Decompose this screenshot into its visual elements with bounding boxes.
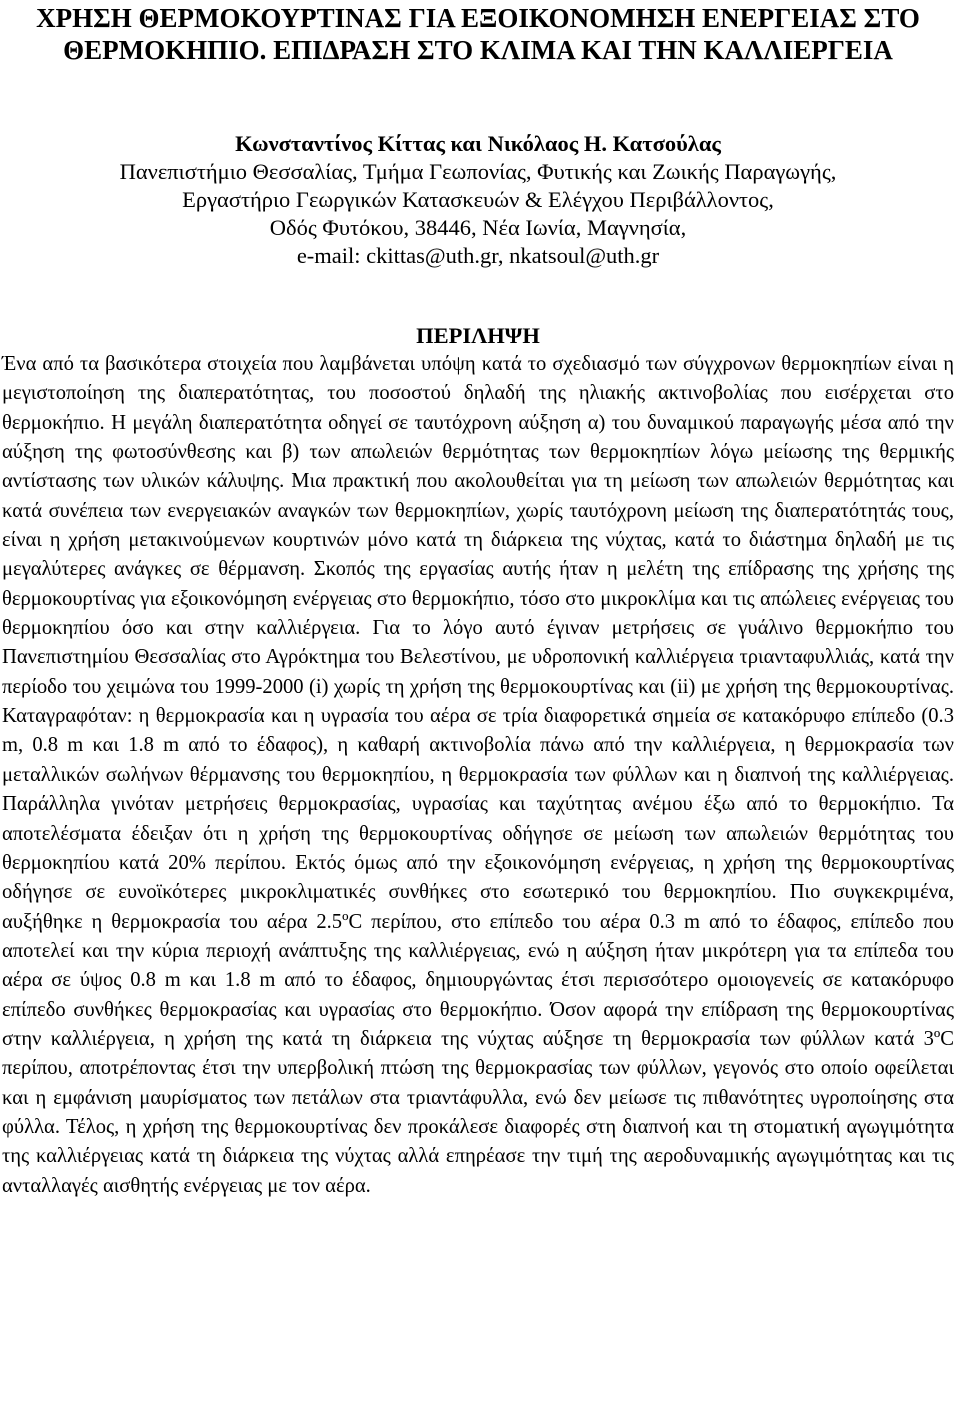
affiliation-line: Οδός Φυτόκου, 38446, Νέα Ιωνία, Μαγνησία, — [269, 215, 687, 240]
abstract-body: Ένα από τα βασικότερα στοιχεία που λαμβάνεται υπόψη κατά το σχεδιασμό των σύγχρονων θερμοκηπίων είναι η μεγιστοποίηση της διαπερατότητας, του ποσοστού δηλαδή της ηλιακής ακτινοβολίας που εισέρχεται στο θερμοκήπιο. Η μεγάλη διαπερατότητα οδηγεί σε ταυτόχρονη αύξηση α) του δυναμικού παραγωγής μέσα από την αύξηση της φωτοσύνθεσης και β) των απωλειών θερμότητας των θερμοκηπίων λόγω μείωσης της θερμικής αντίστασης των υλικών κάλυψης. Μια πρακτική που ακολουθείται για τη μείωση των απωλειών θερμότητας και κατά συνέπεια των ενεργειακών αναγκών των θερμοκηπίων, χωρίς ταυτόχρονη μείωση της διαπερατότητάς τους, είναι η χρήση μετακινούμενων κουρτινών μόνο κατά τη διάρκεια της νύχτας, κατά το διάστημα δηλαδή με τις μεγαλύτερες ανάγκες σε θέρμανση. Σκοπός της εργασίας αυτής ήταν η μελέτη της επίδρασης της χρήσης της θερμοκουρτίνας για εξοικονόμηση ενέργειας στο θερμοκήπιο, τόσο στο μικροκλίμα και τις απώλειες ενέργειας του θερμοκηπίου όσο και στην καλλιέργεια. Για το λόγο αυτό έγιναν μετρήσεις σε γυάλινο θερμοκήπιο του Πανεπιστημίου Θεσσαλίας στο Αγρόκτημα του Βελεστίνου, με υδροπονική καλλιέργεια τριανταφυλλιάς, κατά την περίοδο του χειμώνα του 1999-2000 (i) χωρίς τη χρήση της θερμοκουρτίνας και (ii) με χρήση της θερμοκουρτίνας. Καταγραφόταν: η θερμοκρασία και η υγρασία του αέρα σε τρία διαφορετικά σημεία σε κατακόρυφο επίπεδο (0.3 m, 0.8 m και 1.8 m από το έδαφος), η καθαρή ακτινοβολία πάνω από την καλλιέργεια, η θερμοκρασία των μεταλλικών σωλήνων θέρμανσης του θερμοκηπίου, η θερμοκρασία των φύλλων και η διαπνοή της καλλιέργειας. Παράλληλα γινόταν μετρήσεις θερμοκρασίας, υγρασίας και ταχύτητας ανέμου έξω από το θερμοκήπιο. Τα αποτελέσματα έδειξαν ότι η χρήση της θερμοκουρτίνας οδήγησε σε μείωση των απωλειών θερμότητας του θερμοκηπίου κατά 20% περίπου. Εκτός όμως από την εξοικονόμηση ενέργειας, η χρήση της θερμοκουρτίνας οδήγησε σε ευνοϊκότερες μικροκλιματικές συνθήκες στο εσωτερικό του θερμοκηπίου. Πιο συγκεκριμένα, αυξήθηκε η θερμοκρασία του αέρα 2.5ºC περίπου, στο επίπεδο του αέρα 0.3 m από το έδαφος, επίπεδο που αποτελεί και την κύρια περιοχή ανάπτυξης της καλλιέργειας, ενώ η αύξηση ήταν μικρότερη για τα επίπεδα του αέρα σε ύψος 0.8 m και 1.8 m από το έδαφος, δημιουργώντας έτσι περισσότερο ομοιογενείς σε κατακόρυφο επίπεδο συνθήκες θερμοκρασίας και υγρασίας στο θερμοκήπιο. Όσον αφορά την επίδραση της θερμοκουρτίνας στην καλλιέργεια, η χρήση της κατά τη διάρκεια της νύχτας αύξησε τη θερμοκρασία των φύλλων κατά 3ºC περίπου, αποτρέποντας έτσι την υπερβολική πτώση της θερμοκρασίας των φύλλων, γεγονός στο οποίο οφείλεται και η εμφάνιση μαυρίσματος των πετάλων στα τριαντάφυλλα, ενώ δεν μείωσε τις πιθανότητες υγροποίησης στα φύλλα. Τέλος, η χρήση της θερμοκουρτίνας δεν προκάλεσε διαφορές στη διαπνοή και τη στοματική αγωγιμότητα της καλλιέργειας κατά τη διάρκεια της νύχτας αλλά επηρέασε την τιμή της αεροδυναμικής αγωγιμότητας και τις ανταλλαγές αισθητής ενέργειας με τον αέρα. — [2, 353, 954, 1197]
affiliation-line: Πανεπιστήμιο Θεσσαλίας, Τμήμα Γεωπονίας, Φυτικής και Ζωικής Παραγωγής, — [119, 159, 837, 184]
contact-email-line: e-mail: ckittas@uth.gr, nkatsoul@uth.gr — [296, 243, 660, 268]
affiliation-line: Εργαστήριο Γεωργικών Κατασκευών & Ελέγχου Περιβάλλοντος, — [182, 187, 774, 212]
author-block — [2, 130, 954, 270]
abstract-heading: ΠΕΡΙΛΗΨΗ — [416, 323, 540, 348]
paper-title: ΧΡΗΣΗ ΘΕΡΜΟΚΟΥΡΤΙΝΑΣ ΓΙΑ ΕΞΟΙΚΟΝΟΜΗΣΗ ΕΝΕΡΓΕΙΑΣ ΣΤΟ ΘΕΡΜΟΚΗΠΙΟ. ΕΠΙΔΡΑΣΗ ΣΤΟ ΚΛΙΜΑ ΚΑΙ ΤΗΝ ΚΑΛΛΙΕΡΓΕΙΑ — [36, 3, 920, 65]
author-names: Κωνσταντίνος Κίττας και Νικόλαος Η. Κατσούλας — [235, 131, 721, 156]
